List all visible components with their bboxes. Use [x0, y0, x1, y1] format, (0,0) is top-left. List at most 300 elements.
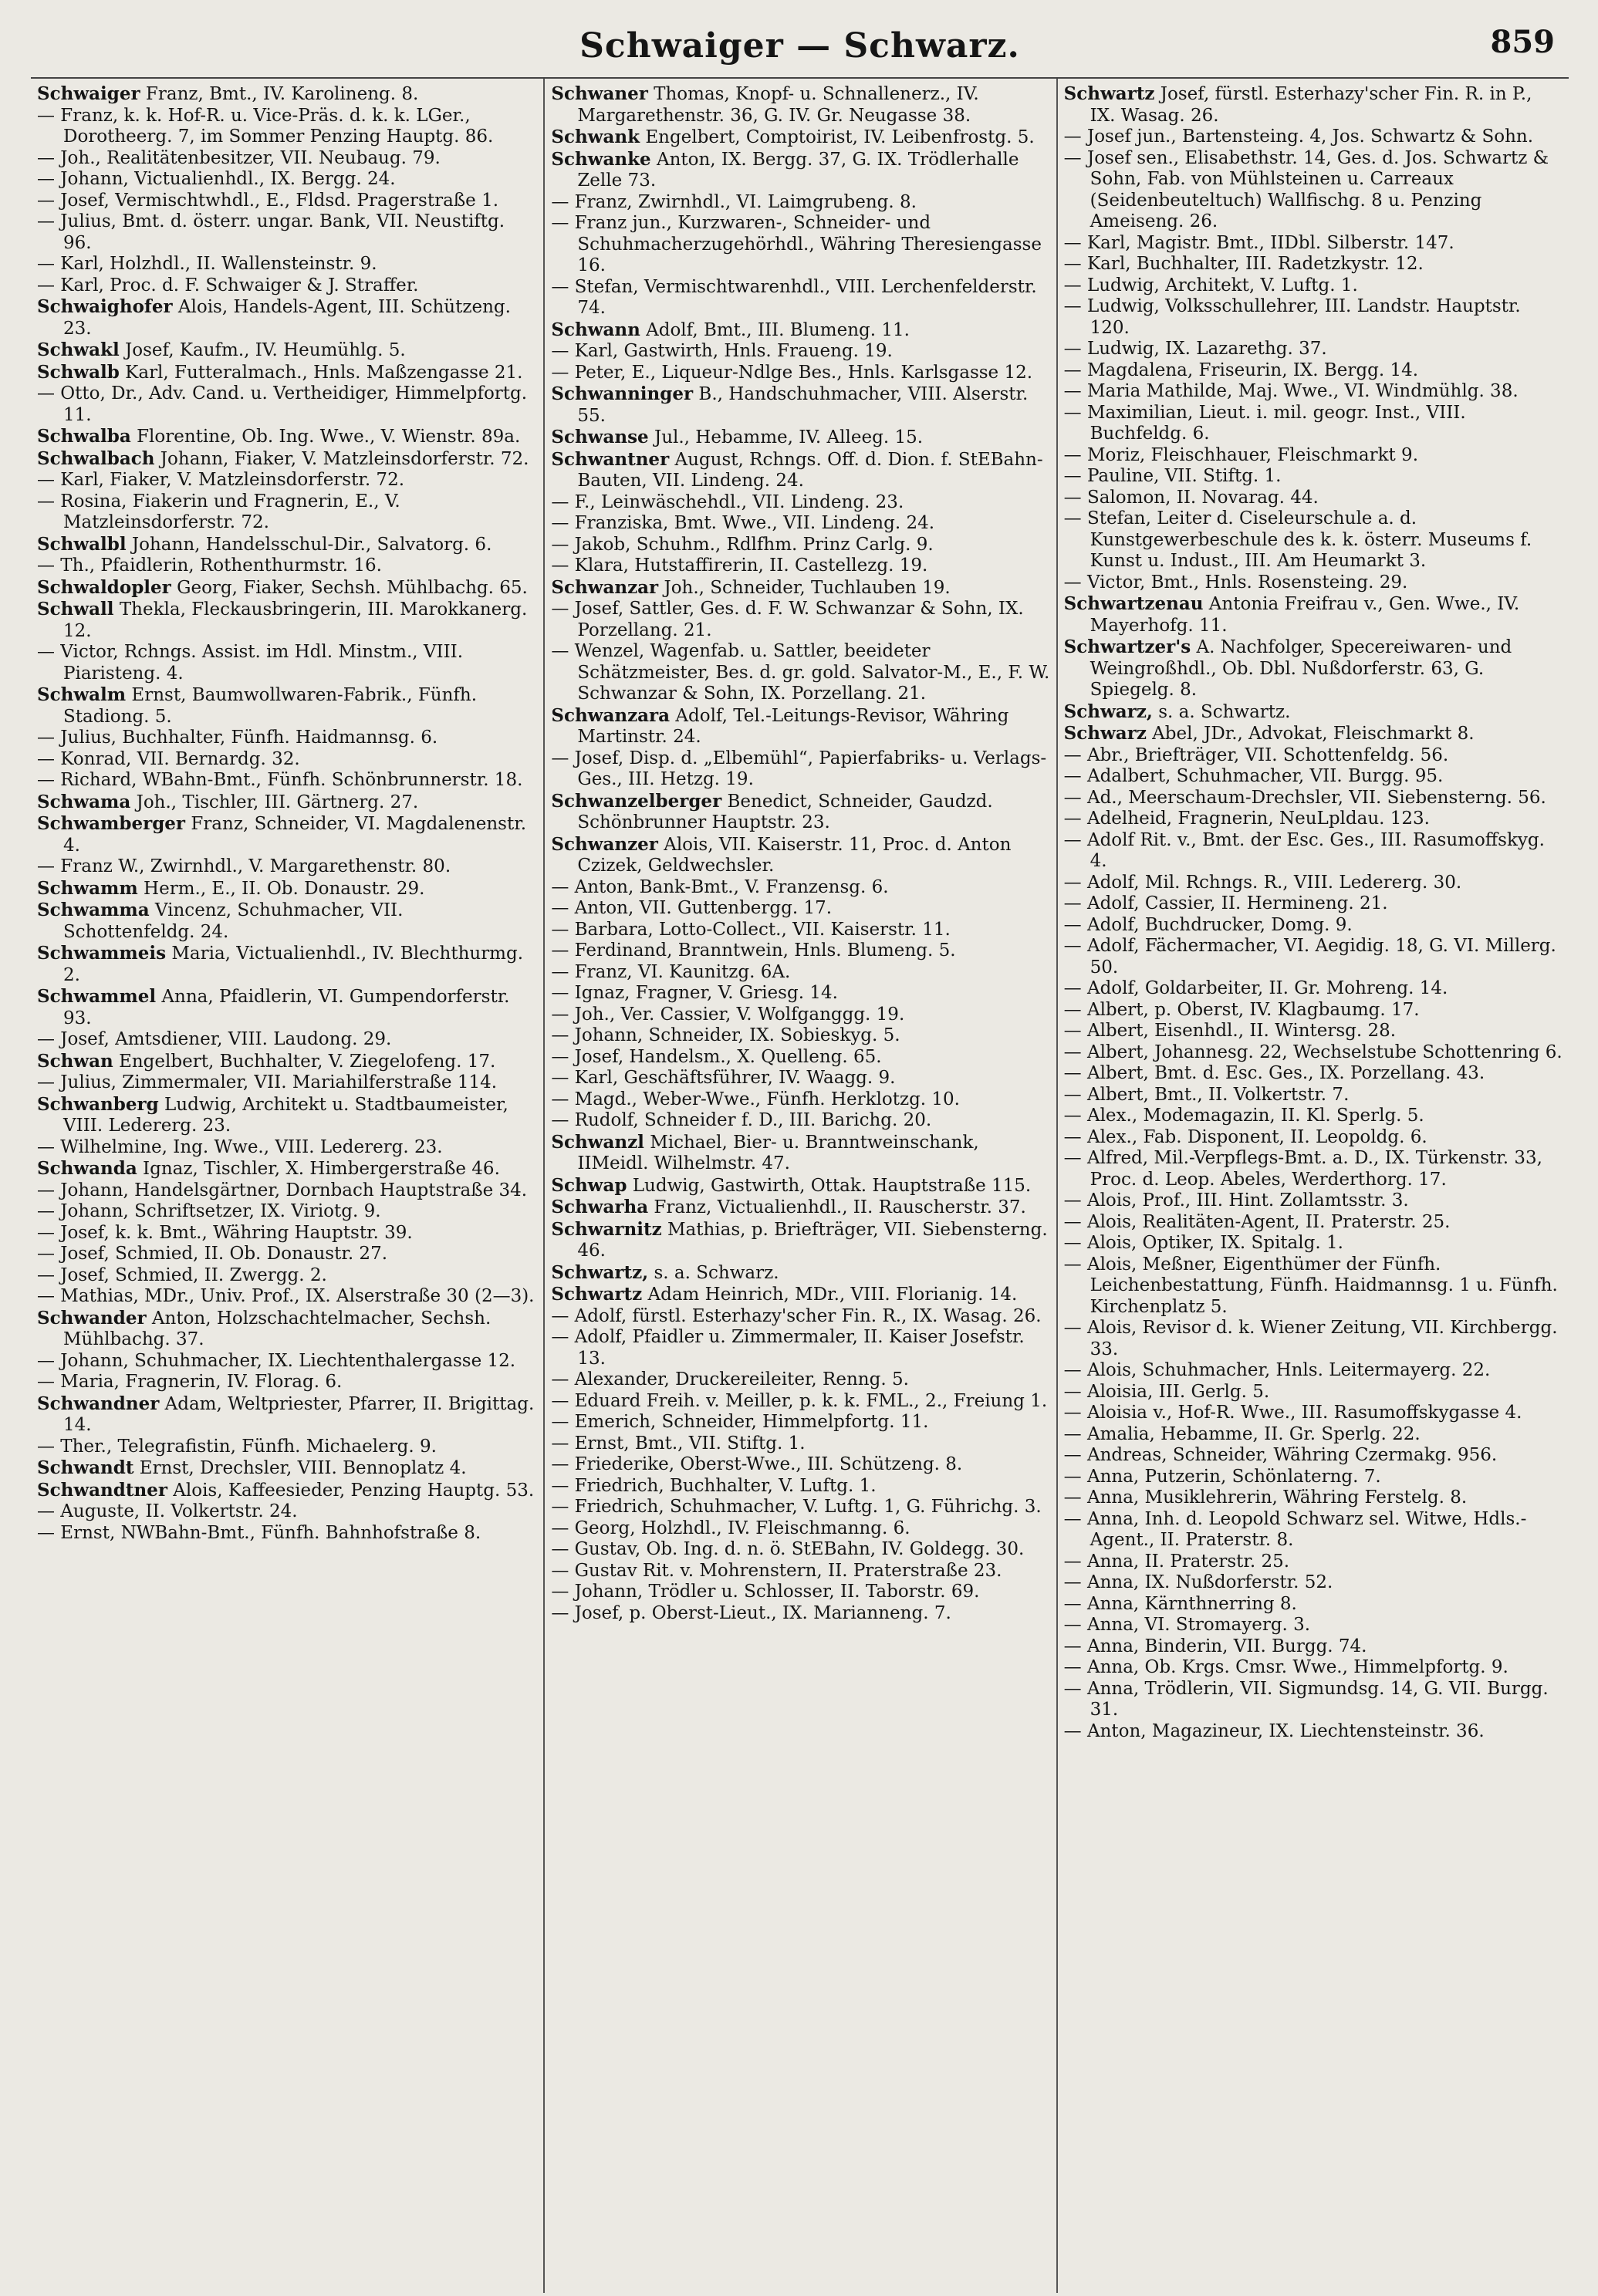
directory-entry	[1064, 1636, 1563, 1658]
directory-entry-head	[551, 449, 1049, 492]
directory-entry	[551, 877, 1049, 899]
entry-surname: Schwanzara	[551, 704, 671, 726]
directory-entry	[551, 363, 1049, 384]
directory-entry	[551, 1089, 1049, 1111]
entry-text: — Anna, IX. Nußdorferstr. 52.	[1063, 1572, 1333, 1592]
directory-entry	[551, 1454, 1049, 1476]
entry-text: — Abr., Briefträger, VII. Schottenfeldg. 56.	[1063, 745, 1449, 765]
entry-text: — Karl, Geschäftsführer, IV. Waagg. 9.	[551, 1068, 896, 1088]
directory-entry	[1064, 893, 1563, 915]
directory-entry	[1064, 381, 1563, 403]
entry-text: — Richard, WBahn-Bmt., Fünfh. Schönbrunnerstr. 18.	[37, 770, 523, 790]
entry-surname: Schwandt	[37, 1457, 134, 1478]
entry-text: Benedict, Schneider, Gaudzd. Schönbrunner Hauptstr. 23.	[577, 791, 993, 832]
entry-text: — Andreas, Schneider, Währing Czermakg. 956.	[1063, 1445, 1498, 1465]
entry-text: — Jakob, Schuhm., Rdlfhm. Prinz Carlg. 9.	[551, 534, 934, 555]
directory-entry	[1064, 488, 1563, 509]
entry-text: — Adolf, Pfaidler u. Zimmermaler, II. Kaiser Josefstr. 13.	[551, 1327, 1025, 1369]
entry-text: Johann, Fiaker, V. Matzleinsdorferstr. 72.	[154, 448, 529, 469]
entry-text: — Josef sen., Elisabethstr. 14, Ges. d. Jos. Schwartz & Sohn, Fab. von Mühlsteinen u. Carreaux (Seidenbeuteltuch) Wallfischg. 8 u. Penzing Ameiseng. 26.	[1063, 147, 1549, 231]
entry-text: Joh., Tischler, III. Gärtnerg. 27.	[130, 792, 419, 812]
entry-text: — Adalbert, Schuhmacher, VII. Burgg. 95.	[1063, 766, 1444, 786]
directory-entry	[37, 1351, 537, 1373]
directory-entry	[37, 1286, 537, 1308]
entry-surname: Schwakl	[37, 339, 120, 360]
entry-text: Florentine, Ob. Ing. Wwe., V. Wienstr. 89a.	[130, 427, 521, 447]
entry-text: — Karl, Magistr. Bmt., IIDbl. Silberstr. 147.	[1063, 232, 1454, 253]
directory-entry	[37, 169, 537, 191]
directory-entry-head	[37, 296, 537, 339]
entry-text: — Victor, Rchngs. Assist. im Hdl. Minstm., VIII. Piaristeng. 4.	[37, 642, 464, 684]
directory-entry	[1064, 233, 1563, 255]
entry-text: — Friedrich, Buchhalter, V. Luftg. 1.	[551, 1475, 877, 1496]
directory-entry	[37, 470, 537, 491]
entry-surname: Schwandtner	[37, 1479, 167, 1501]
entry-text: — Johann, Trödler u. Schlosser, II. Taborstr. 69.	[551, 1582, 980, 1602]
entry-text: — Ludwig, Architekt, V. Luftg. 1.	[1063, 275, 1358, 295]
entry-text: — Ad., Meerschaum-Drechsler, VII. Siebensterng. 56.	[1063, 787, 1546, 808]
entry-text: Ludwig, Architekt u. Stadtbaumeister, VIII. Ledererg. 23.	[63, 1094, 508, 1136]
directory-entry	[1064, 148, 1563, 233]
entry-text: — Eduard Freih. v. Meiller, p. k. k. FML., 2., Freiung 1.	[551, 1390, 1048, 1411]
entry-text: Jul., Hebamme, IV. Alleeg. 15.	[648, 427, 924, 447]
entry-surname: Schwann	[551, 319, 640, 340]
directory-entry	[551, 1518, 1049, 1540]
entry-text: — Auguste, II. Volkertstr. 24.	[37, 1501, 298, 1521]
entry-text: — Josef jun., Bartensteing. 4, Jos. Schwartz & Sohn.	[1063, 127, 1533, 147]
entry-surname: Schwandner	[37, 1393, 160, 1414]
entry-text: Adam, Weltpriester, Pfarrer, II. Brigittag. 14.	[63, 1393, 535, 1435]
directory-entry	[1064, 978, 1563, 1000]
entry-text: — Gustav, Ob. Ing. d. n. ö. StEBahn, IV. Goldegg. 30.	[551, 1539, 1025, 1559]
entry-text: Josef, Kaufm., IV. Heumühlg. 5.	[119, 340, 406, 360]
entry-text: — Anna, Trödlerin, VII. Sigmundsg. 14, G. VII. Burgg. 31.	[1063, 1678, 1549, 1720]
entry-text: Anton, Holzschachtelmacher, Sechsh. Mühlbachg. 37.	[63, 1308, 492, 1349]
entry-text: Ernst, Baumwollwaren-Fabrik., Fünfh. Stadiong. 5.	[63, 685, 478, 727]
directory-entry	[1064, 1190, 1563, 1212]
directory-entry	[551, 962, 1049, 984]
directory-entry	[1064, 1615, 1563, 1636]
directory-entry-head	[1064, 701, 1563, 724]
entry-text: — Franziska, Bmt. Wwe., VII. Lindeng. 24.	[551, 513, 935, 533]
entry-text: Thomas, Knopf- u. Schnallenerz., IV. Margarethenstr. 36, G. IV. Gr. Neugasse 38.	[577, 84, 979, 126]
entry-text: Josef, fürstl. Esterhazy'scher Fin. R. in P., IX. Wasag. 26.	[1090, 84, 1532, 126]
entry-text: — Franz, Zwirnhdl., VI. Laimgrubeng. 8.	[551, 191, 917, 212]
directory-entry	[551, 599, 1049, 641]
directory-entry-head	[551, 127, 1049, 149]
directory-entry-head	[551, 383, 1049, 427]
entry-text: — Adolf, Mil. Rchngs. R., VIII. Ledererg. 30.	[1063, 872, 1462, 893]
entry-text: — Julius, Bmt. d. österr. ungar. Bank, VII. Neustiftg. 96.	[37, 211, 505, 253]
directory-entry-head	[37, 83, 537, 106]
directory-entry-head	[551, 705, 1049, 748]
directory-entry-head	[37, 426, 537, 448]
entry-text: Adolf, Bmt., III. Blumeng. 11.	[640, 319, 910, 340]
entry-surname: Schwaner	[551, 83, 648, 104]
entry-text: s. a. Schwarz.	[648, 1262, 779, 1283]
directory-entry-head	[37, 943, 537, 986]
directory-entry	[1064, 788, 1563, 809]
entry-text: — Johann, Schneider, IX. Sobieskyg. 5.	[551, 1025, 900, 1045]
directory-entry	[1064, 1127, 1563, 1149]
directory-entry-head	[37, 339, 537, 362]
entry-surname: Schwantner	[551, 448, 670, 470]
directory-entry	[37, 1501, 537, 1523]
entry-surname: Schwanzer	[551, 833, 658, 855]
entry-text: — Anna, Kärnthnerring 8.	[1063, 1593, 1297, 1614]
directory-entry-head	[37, 900, 537, 943]
directory-entry	[1064, 1254, 1563, 1319]
directory-entry	[1064, 1212, 1563, 1234]
entry-text: Adolf, Tel.-Leitungs-Revisor, Währing Martinstr. 24.	[577, 705, 1009, 747]
entry-surname: Schwartzer's	[1063, 636, 1191, 657]
directory-entry	[37, 1523, 537, 1545]
entry-text: — Albert, Bmt. d. Esc. Ges., IX. Porzellang. 43.	[1063, 1063, 1485, 1083]
entry-surname: Schwama	[37, 791, 131, 812]
entry-surname: Schwanda	[37, 1158, 137, 1179]
directory-entry	[551, 213, 1049, 277]
directory-entry	[551, 535, 1049, 556]
directory-entry-head	[1064, 593, 1563, 636]
directory-entry	[37, 770, 537, 792]
directory-entry	[1064, 1657, 1563, 1679]
entry-text: — Anna, Inh. d. Leopold Schwarz sel. Witwe, Hdls.-Agent., II. Praterstr. 8.	[1063, 1508, 1527, 1550]
directory-entry	[1064, 766, 1563, 788]
directory-entry	[1064, 1572, 1563, 1594]
directory-entry-head	[551, 834, 1049, 877]
entry-text: — Maria, Fragnerin, IV. Florag. 6.	[37, 1372, 343, 1392]
directory-entry	[551, 1025, 1049, 1047]
entry-surname: Schwanse	[551, 427, 649, 447]
column-1	[31, 79, 543, 2293]
entry-text: — Aloisia, III. Gerlg. 5.	[1063, 1381, 1270, 1402]
entry-text: — Alfred, Mil.-Verpflegs-Bmt. a. D., IX. Türkenstr. 33, Proc. d. Leop. Abeles, Werderthorg. 17.	[1063, 1148, 1542, 1190]
entry-text: — Adolf, Goldarbeiter, II. Gr. Mohreng. 14.	[1063, 978, 1448, 998]
directory-entry	[37, 148, 537, 170]
directory-entry	[37, 856, 537, 878]
entry-text: — Anton, Bank-Bmt., V. Franzensg. 6.	[551, 876, 889, 897]
entry-surname: Schwammel	[37, 986, 157, 1007]
entry-text: — Peter, E., Liqueur-Ndlge Bes., Hnls. Karlsgasse 12.	[551, 362, 1033, 383]
entry-surname: Schwanninger	[551, 383, 694, 404]
directory-entry	[551, 341, 1049, 363]
directory-entry	[551, 1412, 1049, 1433]
entry-text: Herm., E., II. Ob. Donaustr. 29.	[137, 878, 425, 899]
entry-surname: Schwap	[551, 1174, 627, 1196]
entry-text: Ludwig, Gastwirth, Ottak. Hauptstraße 115.	[627, 1175, 1032, 1196]
directory-entry-head	[1064, 723, 1563, 745]
entry-text: — Josef, Handelsm., X. Quelleng. 65.	[551, 1046, 882, 1067]
directory-entry	[1064, 1000, 1563, 1021]
directory-entry	[1064, 1467, 1563, 1488]
entry-text: — Rudolf, Schneider f. D., III. Barichg. 20.	[551, 1110, 932, 1130]
entry-text: — Alex., Modemagazin, II. Kl. Sperlg. 5.	[1063, 1106, 1424, 1126]
directory-entry	[551, 748, 1049, 791]
directory-entry-head	[551, 577, 1049, 599]
directory-entry	[1064, 1318, 1563, 1360]
directory-entry	[37, 275, 537, 297]
entry-surname: Schwanberg	[37, 1093, 159, 1115]
directory-entry-head	[37, 986, 537, 1029]
entry-text: — Johann, Handelsgärtner, Dornbach Hauptstraße 34.	[37, 1180, 528, 1200]
entry-surname: Schwaighofer	[37, 296, 173, 317]
directory-entry	[551, 940, 1049, 962]
entry-surname: Schwanzl	[551, 1131, 644, 1153]
entry-text: — Anna, II. Praterstr. 25.	[1063, 1551, 1290, 1572]
directory-entry	[551, 920, 1049, 941]
directory-entry	[1064, 1063, 1563, 1085]
entry-text: — Adolf, Fächermacher, VI. Aegidig. 18, G. VI. Millerg. 50.	[1063, 936, 1556, 977]
entry-surname: Schwamberger	[37, 813, 186, 834]
directory-entry	[551, 1004, 1049, 1026]
directory-entry	[551, 1433, 1049, 1455]
entry-text: Ignaz, Tischler, X. Himbergerstraße 46.	[137, 1159, 500, 1179]
directory-entry-head	[551, 1197, 1049, 1219]
directory-entry	[37, 555, 537, 577]
entry-text: — Victor, Bmt., Hnls. Rosensteing. 29.	[1063, 572, 1408, 593]
entry-text: — Karl, Gastwirth, Hnls. Fraueng. 19.	[551, 341, 893, 361]
entry-text: — Karl, Proc. d. F. Schwaiger & J. Straffer.	[37, 275, 419, 295]
entry-text: s. a. Schwartz.	[1152, 701, 1291, 722]
entry-surname: Schwartz	[1063, 83, 1155, 104]
entry-text: — Mathias, MDr., Univ. Prof., IX. Alserstraße 30 (2—3).	[37, 1286, 535, 1306]
directory-entry	[37, 1223, 537, 1244]
directory-entry	[37, 1180, 537, 1202]
entry-text: — Julius, Zimmermaler, VII. Mariahilferstraße 114.	[37, 1072, 498, 1092]
entry-text: — Karl, Buchhalter, III. Radetzkystr. 12.	[1063, 254, 1424, 274]
directory-entry	[37, 1437, 537, 1458]
directory-entry	[1064, 1148, 1563, 1190]
directory-entry-head	[37, 577, 537, 599]
entry-text: — Amalia, Hebamme, II. Gr. Sperlg. 22.	[1063, 1423, 1421, 1444]
entry-text: — Moriz, Fleischhauer, Fleischmarkt 9.	[1063, 444, 1419, 465]
entry-text: Adam Heinrich, MDr., VIII. Florianig. 14.	[642, 1285, 1018, 1305]
directory-entry	[551, 277, 1049, 319]
directory-entry	[551, 1391, 1049, 1413]
entry-surname: Schwartzenau	[1063, 593, 1204, 614]
directory-entry	[1064, 275, 1563, 297]
entry-text: Ernst, Drechsler, VIII. Bennoplatz 4.	[133, 1458, 467, 1478]
entry-text: — Rosina, Fiakerin und Fragnerin, E., V. Matzleinsdorferstr. 72.	[37, 491, 400, 532]
directory-entry	[1064, 1721, 1563, 1743]
entry-text: — Ferdinand, Branntwein, Hnls. Blumeng. 5.	[551, 940, 956, 961]
entry-text: — Adolf, Cassier, II. Hermineng. 21.	[1063, 893, 1388, 913]
directory-entry-head	[37, 1051, 537, 1073]
entry-surname: Schwartz,	[551, 1261, 649, 1283]
entry-surname: Schwalm	[37, 684, 127, 705]
entry-surname: Schwan	[37, 1050, 113, 1072]
entry-text: August, Rchngs. Off. d. Dion. f. StEBahn-Bauten, VII. Lindeng. 24.	[577, 449, 1043, 491]
entry-text: Alois, Handels-Agent, III. Schützeng. 23.	[63, 297, 511, 339]
directory-entry	[37, 491, 537, 534]
entry-surname: Schwalb	[37, 361, 120, 383]
directory-entry	[37, 1029, 537, 1051]
entry-text: Thekla, Fleckausbringerin, III. Marokkanerg. 12.	[63, 599, 528, 641]
directory-entry	[551, 983, 1049, 1004]
entry-text: — F., Leinwäschehdl., VII. Lindeng. 23.	[551, 491, 904, 512]
directory-entry	[1064, 296, 1563, 339]
entry-text: Mathias, p. Briefträger, VII. Siebensterng. 46.	[577, 1219, 1048, 1261]
column-2	[543, 79, 1056, 2293]
directory-entry	[551, 1047, 1049, 1069]
directory-entry	[1064, 254, 1563, 275]
entry-text: — Josef, Amtsdiener, VIII. Laudong. 29.	[37, 1029, 392, 1049]
directory-entry	[1064, 1233, 1563, 1254]
entry-text: — Alois, Revisor d. k. Wiener Zeitung, VII. Kirchbergg. 33.	[1063, 1318, 1558, 1359]
entry-text: — Otto, Dr., Adv. Cand. u. Vertheidiger, Himmelpfortg. 11.	[37, 383, 528, 425]
entry-text: — Maria Mathilde, Maj. Wwe., VI. Windmühlg. 38.	[1063, 381, 1519, 401]
directory-entry	[551, 1539, 1049, 1561]
entry-surname: Schwartz	[551, 1284, 643, 1305]
entry-text: — Konrad, VII. Bernardg. 32.	[37, 748, 300, 769]
directory-entry	[37, 728, 537, 749]
entry-text: — Albert, Bmt., II. Volkertstr. 7.	[1063, 1084, 1350, 1105]
page-number: 859	[1490, 24, 1555, 60]
directory-entry	[37, 1265, 537, 1287]
directory-entry	[551, 1110, 1049, 1132]
entry-surname: Schwanke	[551, 148, 651, 170]
entry-text: — Alois, Prof., III. Hint. Zollamtsstr. 3.	[1063, 1190, 1409, 1210]
directory-entry-head	[1064, 636, 1563, 701]
directory-entry-head	[551, 319, 1049, 342]
entry-text: Joh., Schneider, Tuchlauben 19.	[658, 577, 951, 598]
entry-text: — Ludwig, Volksschullehrer, III. Landstr. Hauptstr. 120.	[1063, 296, 1521, 338]
directory-entry-head	[1064, 83, 1563, 127]
directory-entry-head	[37, 1094, 537, 1137]
directory-entry-head	[37, 792, 537, 814]
entry-text: — Anton, Magazineur, IX. Liechtensteinstr. 36.	[1063, 1720, 1485, 1741]
directory-entry	[1064, 1021, 1563, 1042]
entry-text: Franz, Victualienhdl., II. Rauscherstr. 37.	[648, 1197, 1026, 1217]
entry-text: Karl, Futteralmach., Hnls. Maßzengasse 21.	[119, 362, 523, 383]
directory-entry	[1064, 873, 1563, 894]
entry-text: — Franz, k. k. Hof-R. u. Vice-Präs. d. k. k. LGer., Dorotheerg. 7, im Sommer Penzing Hauptg. 86.	[37, 105, 494, 147]
directory-entry	[1064, 1106, 1563, 1127]
entry-text: — Stefan, Vermischtwarenhdl., VIII. Lerchenfelderstr. 74.	[551, 276, 1037, 318]
directory-entry-head	[37, 813, 537, 856]
directory-entry	[1064, 360, 1563, 382]
entry-text: Michael, Bier- u. Branntweinschank, IIMeidl. Wilhelmstr. 47.	[577, 1132, 979, 1173]
entry-text: — Josef, Disp. d. „Elbemühl“, Papierfabriks- u. Verlags-Ges., III. Hetzg. 19.	[551, 748, 1047, 789]
entry-text: Anna, Pfaidlerin, VI. Gumpendorferstr. 93.	[63, 987, 510, 1028]
entry-text: — Karl, Holzhdl., II. Wallensteinstr. 9.	[37, 254, 377, 274]
columns	[31, 77, 1569, 2293]
directory-entry	[1064, 1594, 1563, 1616]
directory-entry-head	[551, 149, 1049, 192]
directory-entry	[37, 1244, 537, 1265]
entry-text: — Josef, k. k. Bmt., Währing Hauptstr. 39.	[37, 1222, 413, 1243]
entry-text: — Alois, Optiker, IX. Spitalg. 1.	[1063, 1233, 1343, 1253]
directory-entry	[551, 492, 1049, 514]
entry-text: — Salomon, II. Novarag. 44.	[1063, 487, 1319, 508]
directory-entry	[1064, 1042, 1563, 1064]
entry-surname: Schwanzar	[551, 576, 659, 598]
entry-text: — Gustav Rit. v. Mohrenstern, II. Praterstraße 23.	[551, 1560, 1002, 1581]
directory-entry	[551, 555, 1049, 577]
entry-text: — Josef, Schmied, II. Ob. Donaustr. 27.	[37, 1244, 388, 1264]
directory-entry	[551, 898, 1049, 920]
entry-text: — Wenzel, Wagenfab. u. Sattler, beeideter Schätzmeister, Bes. d. gr. gold. Salvator-M., E., F. W. Schwanzar & Sohn, IX. Porzellang. 21.	[551, 641, 1050, 704]
entry-surname: Schwalba	[37, 426, 131, 447]
entry-text: — Franz jun., Kurzwaren-, Schneider- und Schuhmacherzugehörhdl., Währing Theresiengasse 16.	[551, 213, 1042, 275]
entry-text: — Emerich, Schneider, Himmelpfortg. 11.	[551, 1412, 929, 1432]
directory-entry	[1064, 1360, 1563, 1382]
directory-entry-head	[37, 362, 537, 384]
directory-entry	[1064, 830, 1563, 873]
directory-entry	[1064, 1382, 1563, 1403]
entry-text: — Joh., Ver. Cassier, V. Wolfganggg. 19.	[551, 1004, 905, 1025]
entry-text: — Maximilian, Lieut. i. mil. geogr. Inst., VIII. Buchfeldg. 6.	[1063, 402, 1466, 444]
entry-text: — Ernst, NWBahn-Bmt., Fünfh. Bahnhofstraße 8.	[37, 1522, 481, 1543]
directory-entry-head	[37, 1457, 537, 1480]
entry-text: Engelbert, Comptoirist, IV. Leibenfrostg. 5.	[640, 127, 1035, 147]
entry-text: — Ludwig, IX. Lazarethg. 37.	[1063, 339, 1327, 359]
entry-text: — Adolf, fürstl. Esterhazy'scher Fin. R., IX. Wasag. 26.	[551, 1305, 1042, 1326]
directory-entry	[1064, 1403, 1563, 1424]
directory-entry	[551, 1327, 1049, 1369]
entry-text: — Magd., Weber-Wwe., Fünfh. Herklotzg. 10.	[551, 1089, 960, 1109]
directory-entry-head	[37, 684, 537, 728]
directory-entry	[37, 191, 537, 212]
entry-text: — Aloisia v., Hof-R. Wwe., III. Rasumoffskygasse 4.	[1063, 1403, 1522, 1423]
entry-text: — Anna, Putzerin, Schönlaterng. 7.	[1063, 1466, 1381, 1487]
directory-entry	[1064, 508, 1563, 572]
entry-text: Franz, Schneider, VI. Magdalenenstr. 4.	[63, 814, 526, 856]
entry-text: — Klara, Hutstaffirerin, II. Castellezg. 19.	[551, 555, 928, 576]
entry-text: — Friedrich, Schuhmacher, V. Luftg. 1, G. Führichg. 3.	[551, 1497, 1042, 1517]
entry-text: — Alois, Meßner, Eigenthümer der Fünfh. Leichenbestattung, Fünfh. Haidmannsg. 1 u. Fünfh. Kirchenplatz 5.	[1063, 1254, 1558, 1317]
entry-surname: Schwarha	[551, 1197, 649, 1217]
directory-entry	[551, 1476, 1049, 1497]
directory-entry	[551, 1497, 1049, 1518]
directory-entry	[551, 1582, 1049, 1603]
entry-surname: Schwank	[551, 127, 640, 147]
directory-entry-head	[551, 1219, 1049, 1262]
directory-entry	[1064, 1487, 1563, 1509]
directory-entry	[1064, 915, 1563, 937]
entry-text: — Alexander, Druckereileiter, Renng. 5.	[551, 1369, 909, 1389]
entry-text: — Franz, VI. Kaunitzg. 6A.	[551, 961, 791, 982]
entry-text: — Karl, Fiaker, V. Matzleinsdorferstr. 72.	[37, 470, 405, 490]
directory-entry	[37, 1072, 537, 1094]
entry-text: Antonia Freifrau v., Gen. Wwe., IV. Mayerhofg. 11.	[1090, 594, 1520, 636]
directory-entry-head	[37, 448, 537, 471]
entry-text: — Anna, Musiklehrerin, Währing Ferstelg. 8.	[1063, 1487, 1468, 1508]
directory-entry-head	[37, 1480, 537, 1502]
entry-text: — Johann, Schriftsetzer, IX. Viriotg. 9.	[37, 1201, 381, 1221]
directory-entry-head	[37, 878, 537, 900]
directory-entry-head	[37, 1393, 537, 1437]
entry-text: — Alois, Schuhmacher, Hnls. Leitermayerg. 22.	[1063, 1360, 1491, 1380]
directory-entry-head	[37, 534, 537, 556]
directory-entry	[1064, 466, 1563, 488]
entry-surname: Schwarnitz	[551, 1218, 662, 1240]
directory-entry	[1064, 1424, 1563, 1446]
entry-text: — Johann, Schuhmacher, IX. Liechtenthalergasse 12.	[37, 1350, 516, 1371]
directory-entry	[1064, 445, 1563, 467]
entry-text: — Josef, Sattler, Ges. d. F. W. Schwanzar & Sohn, IX. Porzellang. 21.	[551, 599, 1024, 640]
entry-text: — Albert, p. Oberst, IV. Klagbaumg. 17.	[1063, 999, 1420, 1020]
entry-text: A. Nachfolger, Specereiwaren- und Weingroßhdl., Ob. Dbl. Nußdorferstr. 63, G. Spiegelg. 8.	[1090, 637, 1512, 700]
entry-text: Abel, JDr., Advokat, Fleischmarkt 8.	[1146, 724, 1475, 744]
entry-text: — Ernst, Bmt., VII. Stiftg. 1.	[551, 1433, 806, 1454]
directory-entry	[37, 211, 537, 254]
entry-text: Johann, Handelsschul-Dir., Salvatorg. 6.	[126, 534, 492, 555]
entry-text: — Adolf Rit. v., Bmt. der Esc. Ges., III. Rasumoffskyg. 4.	[1063, 829, 1545, 871]
directory-entry	[37, 642, 537, 684]
entry-text: — Josef, Schmied, II. Zwergg. 2.	[37, 1264, 327, 1285]
entry-text: — Alois, Realitäten-Agent, II. Praterstr. 25.	[1063, 1211, 1451, 1232]
